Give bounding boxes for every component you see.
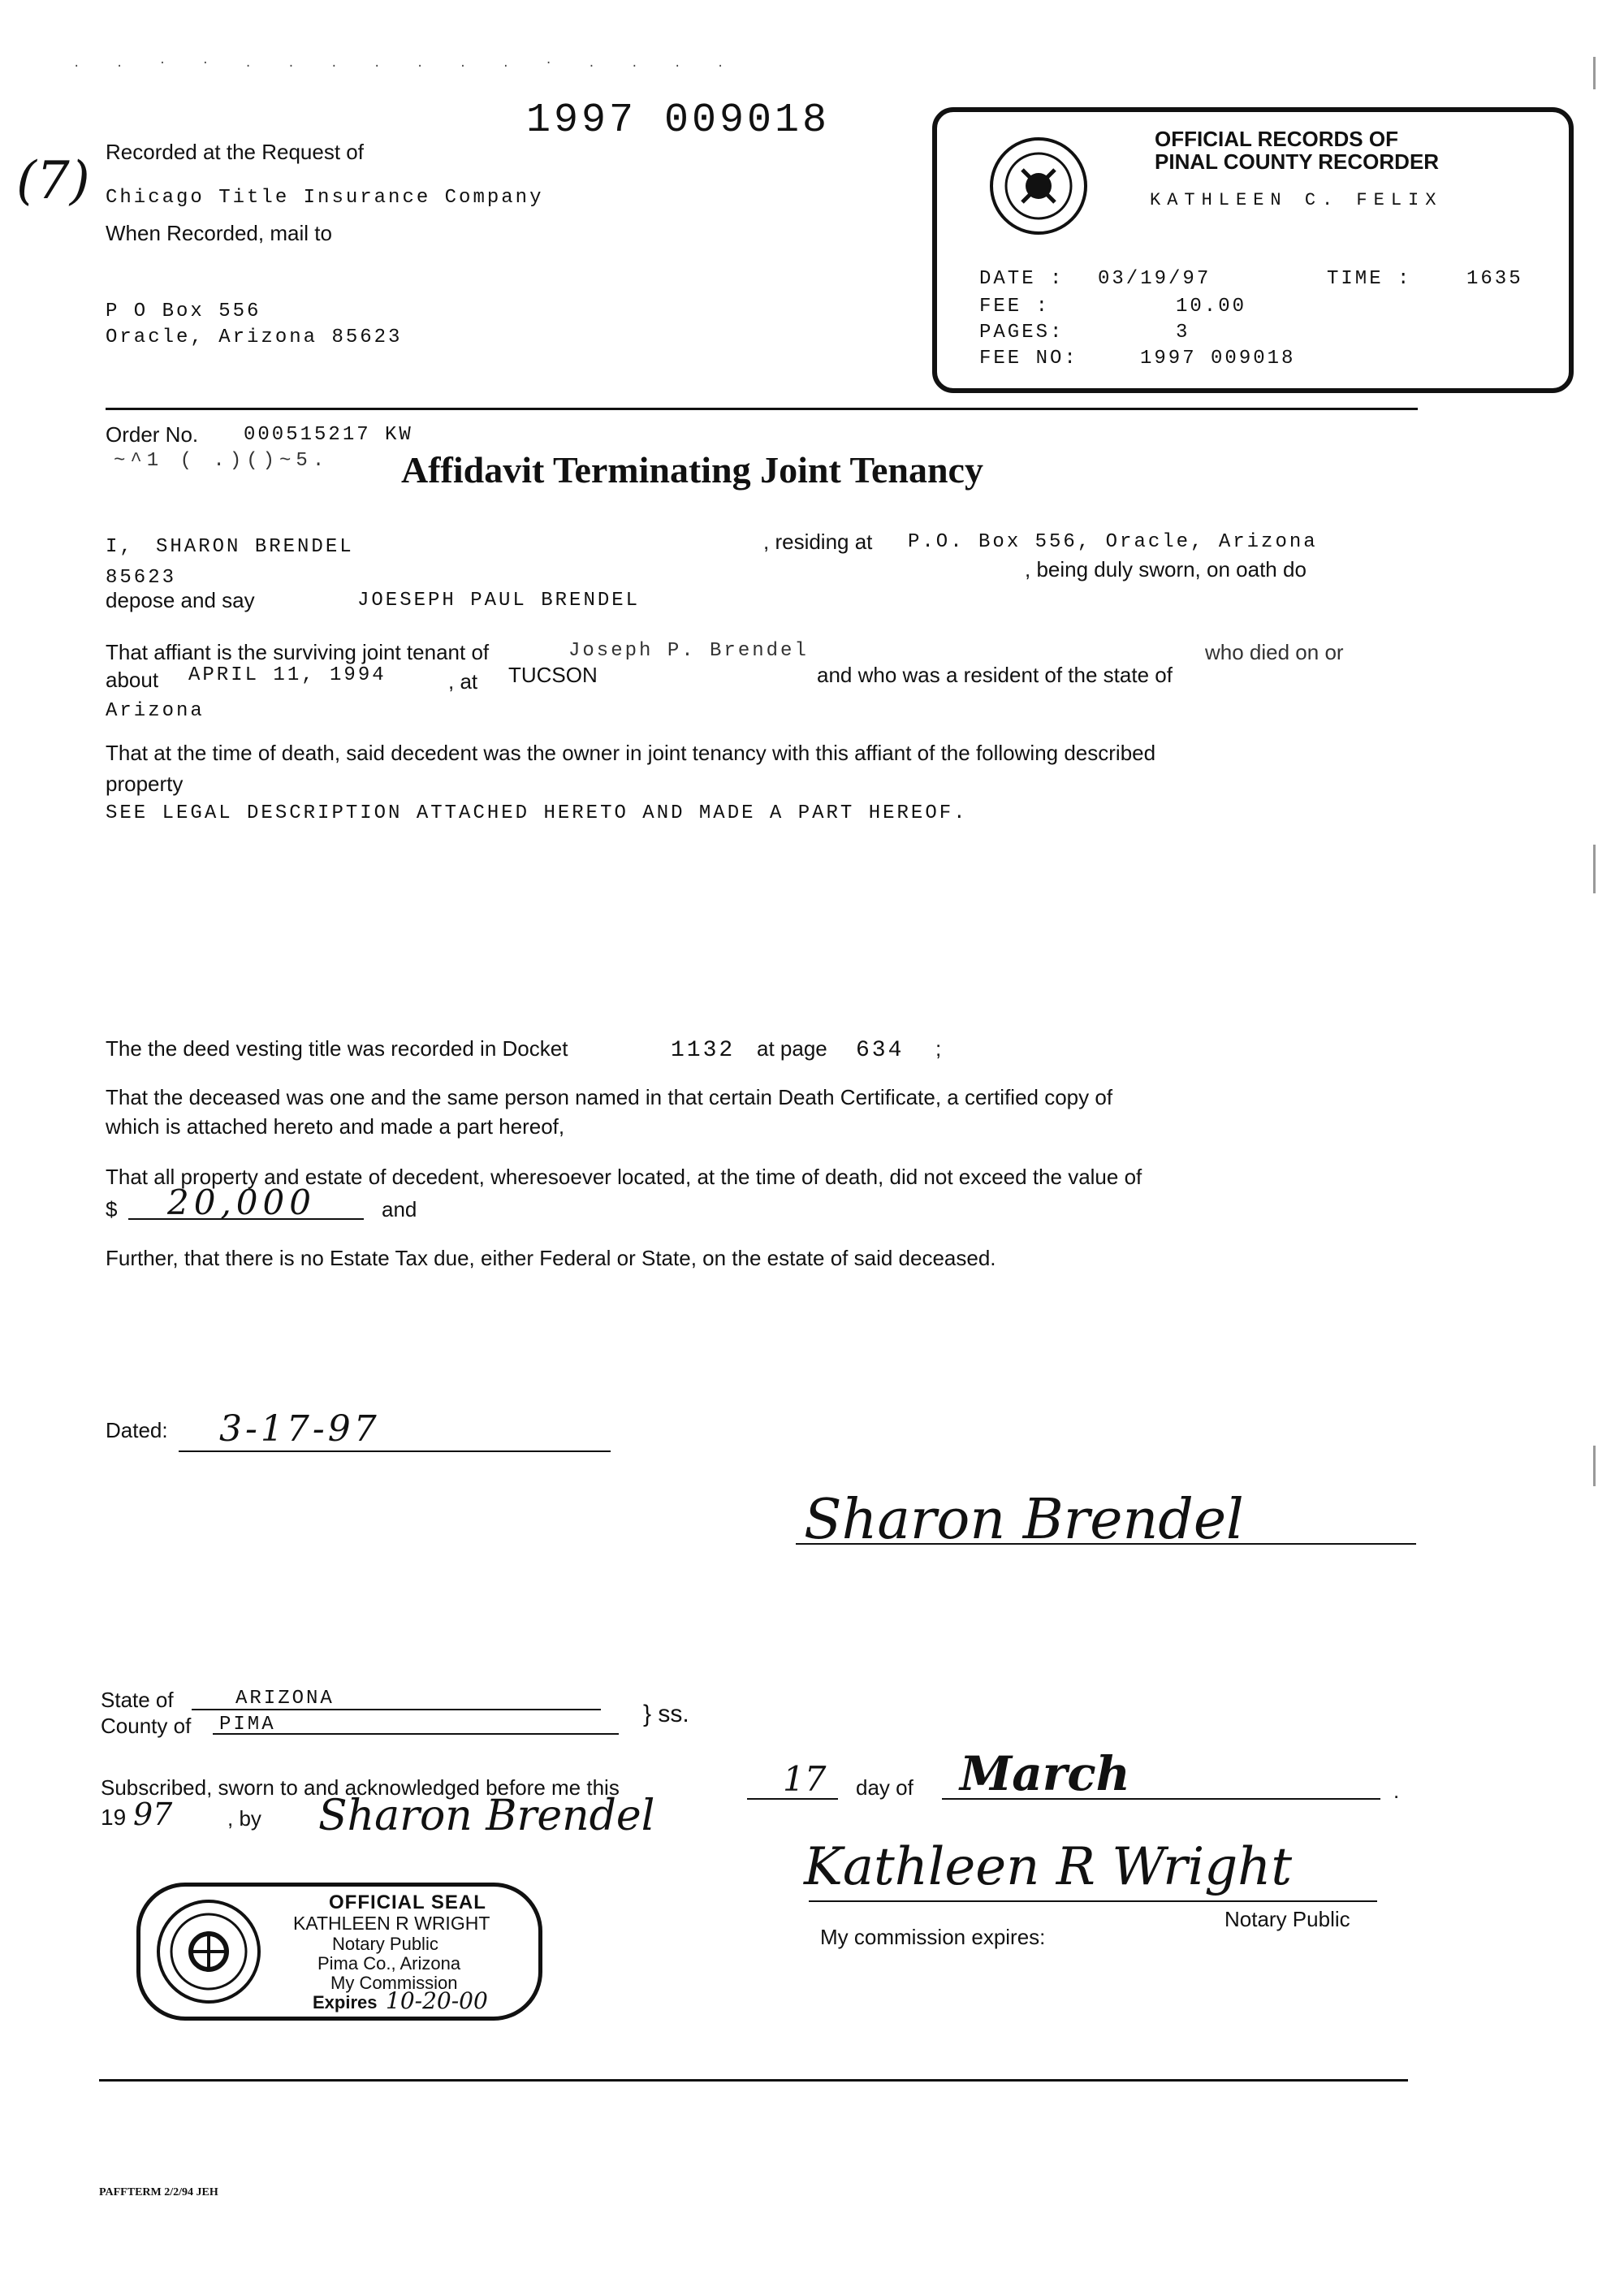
- order-label: Order No.: [106, 422, 199, 447]
- affiant-prefix: I,: [106, 536, 134, 558]
- recorded-request-label: Recorded at the Request of: [106, 140, 364, 164]
- pages-label: PAGES:: [979, 322, 1065, 344]
- day-underline: [747, 1798, 838, 1800]
- day-value: 17: [783, 1759, 827, 1799]
- para1-died: who died on or: [1205, 640, 1344, 664]
- dated-label: Dated:: [106, 1418, 168, 1442]
- page-value: 634: [856, 1038, 905, 1063]
- deed-end: ;: [935, 1036, 942, 1061]
- death-cert-line2: which is attached hereto and made a part hereof,: [106, 1114, 565, 1139]
- decedent-name: JOESEPH PAUL BRENDEL: [357, 590, 641, 612]
- death-place: TUCSON: [508, 663, 598, 687]
- at-label: , at: [448, 669, 478, 694]
- value-amount: 20,000: [167, 1182, 316, 1222]
- fee-value: 10.00: [1176, 296, 1247, 318]
- form-code: PAFFTERM 2/2/94 JEH: [99, 2186, 218, 2198]
- time-value: 1635: [1466, 268, 1523, 290]
- notary-public-label: Notary Public: [1224, 1907, 1350, 1931]
- county-value: PIMA: [219, 1714, 276, 1736]
- by-label: , by: [227, 1806, 261, 1831]
- year-value: 97: [133, 1796, 173, 1832]
- by-value: Sharon Brendel: [318, 1792, 655, 1840]
- month-period: .: [1393, 1779, 1400, 1803]
- state-underline: [192, 1709, 601, 1710]
- affiant-signature: Sharon Brendel: [804, 1488, 1244, 1552]
- estate-tax: Further, that there is no Estate Tax due, either Federal or State, on the estate of said deceased.: [106, 1246, 996, 1270]
- day-of-label: day of: [856, 1775, 914, 1800]
- recorder-title-line1: OFFICIAL RECORDS OF: [1155, 127, 1398, 151]
- date-value: 03/19/97: [1098, 268, 1212, 290]
- seal-line2: KATHLEEN R WRIGHT: [293, 1913, 490, 1934]
- seal-line5: My Commission: [330, 1973, 458, 1993]
- scan-edge-mark: [1593, 845, 1596, 893]
- document-number: 1997 009018: [526, 97, 831, 144]
- commission-label: My commission expires:: [820, 1925, 1046, 1949]
- fee-no-value: 1997 009018: [1140, 348, 1296, 370]
- seal-expires-label: Expires: [313, 1992, 378, 2012]
- death-date: APRIL 11, 1994: [188, 664, 387, 686]
- recorder-name: KATHLEEN C. FELIX: [1150, 190, 1443, 210]
- subscribed-text: Subscribed, sworn to and acknowledged before me this: [101, 1775, 620, 1800]
- docket-value: 1132: [671, 1038, 736, 1063]
- value-underline: [128, 1218, 364, 1220]
- para2-line2: property: [106, 772, 184, 796]
- residence-zip: 85623: [106, 567, 177, 589]
- notary-seal-icon: [152, 1896, 266, 2007]
- order-sub-value: ~^1 ( .)()~5.: [114, 450, 330, 472]
- time-label: TIME :: [1327, 268, 1412, 290]
- pages-value: 3: [1176, 322, 1190, 344]
- death-cert-line1: That the deceased was one and the same person named in that certain Death Certificate, a certified copy of: [106, 1085, 1113, 1109]
- dated-value: 3-17-97: [219, 1408, 380, 1450]
- value-and: and: [382, 1197, 417, 1221]
- ss-label: } ss.: [643, 1701, 689, 1727]
- depose-label: depose and say: [106, 588, 255, 612]
- deed-text: The the deed vesting title was recorded in Docket: [106, 1036, 568, 1061]
- month-underline: [942, 1798, 1380, 1800]
- dated-underline: [179, 1450, 611, 1452]
- page-title: Affidavit Terminating Joint Tenancy: [401, 449, 983, 491]
- resident-text: and who was a resident of the state of: [817, 663, 1173, 687]
- year-prefix: 19: [101, 1805, 127, 1830]
- scan-edge-mark: [1593, 1446, 1596, 1486]
- notary-signature-line: [809, 1900, 1377, 1902]
- header-divider: [106, 408, 1418, 410]
- recorder-title-line2: PINAL COUNTY RECORDER: [1155, 149, 1440, 174]
- order-value: 000515217 KW: [244, 424, 413, 446]
- resident-state: Arizona: [106, 700, 205, 722]
- seal-line1: OFFICIAL SEAL: [329, 1891, 486, 1913]
- margin-mark: (7): [16, 151, 90, 211]
- scan-edge-mark: [1593, 57, 1596, 89]
- footer-divider: [99, 2079, 1408, 2082]
- about-label: about: [106, 668, 159, 692]
- seal-line4: Pima Co., Arizona: [317, 1953, 461, 1974]
- seal-expires-value: 10-20-00: [386, 1987, 488, 2014]
- affiant-name: SHARON BRENDEL: [156, 536, 354, 558]
- fee-no-label: FEE NO:: [979, 348, 1078, 370]
- residing-label: , residing at: [763, 530, 873, 554]
- notary-signature: Kathleen R Wright: [804, 1837, 1293, 1897]
- when-recorded-label: When Recorded, mail to: [106, 221, 332, 245]
- signature-line: [796, 1543, 1416, 1545]
- para1-start: That affiant is the surviving joint tenant of: [106, 640, 490, 664]
- mail-address-line2: Oracle, Arizona 85623: [106, 326, 403, 348]
- para2-line1: That at the time of death, said decedent was the owner in joint tenancy with this affiant of the following described: [106, 741, 1156, 765]
- residence: P.O. Box 556, Oracle, Arizona: [908, 531, 1318, 553]
- legal-description: SEE LEGAL DESCRIPTION ATTACHED HERETO AND MADE A PART HEREOF.: [106, 802, 968, 824]
- at-page-label: at page: [757, 1036, 827, 1061]
- value-line1: That all property and estate of decedent, wheresoever located, at the time of death, did not exceed the value of: [106, 1165, 1142, 1189]
- county-label: County of: [101, 1714, 192, 1738]
- date-label: DATE :: [979, 268, 1065, 290]
- month-value: March: [960, 1746, 1130, 1801]
- fee-label: FEE :: [979, 296, 1051, 318]
- scan-noise: . . · · . . . . . . . · . . . .: [73, 57, 739, 70]
- requestor: Chicago Title Insurance Company: [106, 187, 544, 209]
- state-value: ARIZONA: [235, 1688, 335, 1710]
- dollar-sign: $: [106, 1197, 118, 1221]
- para1-decedent: Joseph P. Brendel: [568, 640, 809, 662]
- mail-address-line1: P O Box 556: [106, 300, 261, 322]
- sworn-text: , being duly sworn, on oath do: [1025, 557, 1307, 581]
- county-underline: [213, 1733, 619, 1735]
- state-label: State of: [101, 1688, 174, 1712]
- recorder-stamp-box: [932, 107, 1574, 393]
- notary-seal-stamp: [136, 1883, 542, 2021]
- seal-line3: Notary Public: [332, 1934, 438, 1954]
- county-seal-icon: [986, 133, 1091, 239]
